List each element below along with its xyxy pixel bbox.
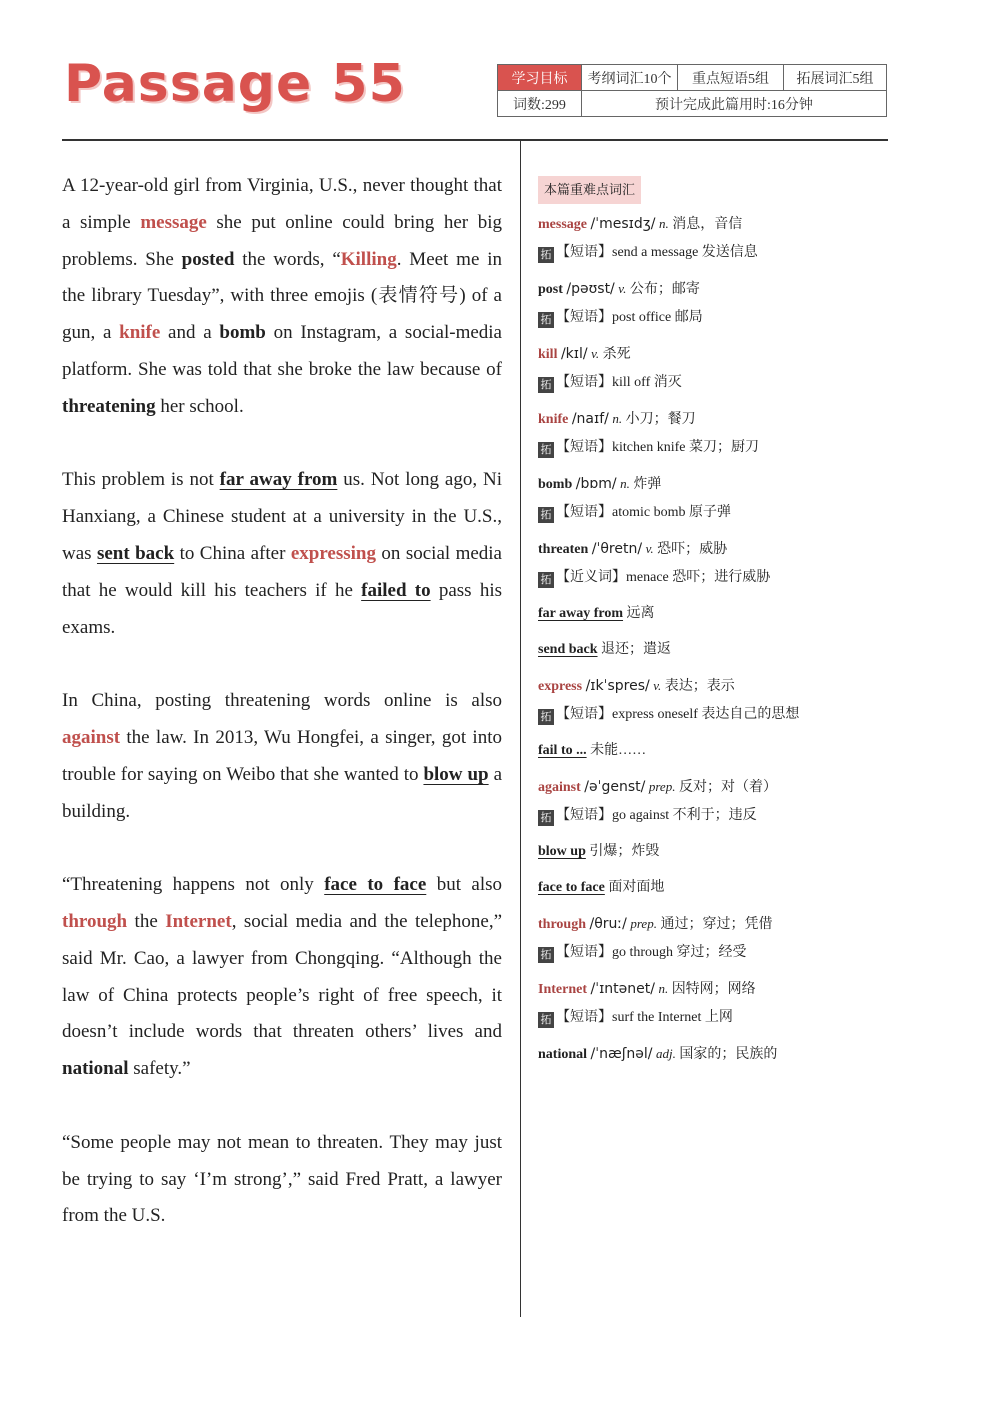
text: on social media that he would kill his teachers if he (62, 542, 502, 601)
passage-body (62, 168, 502, 1235)
vocab-tag: 【短语】 (556, 1010, 612, 1025)
key-phrase: face to face (324, 874, 427, 896)
vocab-entry-through (538, 910, 888, 967)
vocab-pron: /ˈθretn/ (591, 541, 643, 557)
vocab-word: blow up (538, 844, 586, 859)
vocab-tag: 【短语】 (556, 945, 612, 960)
vocab-pron: /əˈgenst/ (584, 779, 646, 795)
vocab-entry-kill (538, 340, 888, 397)
keyword: message (140, 211, 207, 233)
vocab-pron: /naɪf/ (571, 411, 609, 427)
tuo-badge-icon: 拓 (538, 947, 554, 963)
text: . Meet me in the library Tuesday”, with three emojis (表情符号) of a gun, a (62, 248, 502, 344)
vocab-word: post (538, 282, 563, 297)
vocab-def: 通过；穿过；凭借 (660, 917, 773, 932)
vocab-word: send back (538, 642, 598, 657)
vocab-tag: 【短语】 (556, 707, 612, 722)
vocab-word: message (538, 217, 587, 232)
vocab-word: far away from (538, 606, 624, 621)
vocab-entry-knife (538, 405, 888, 462)
vocab-pron: /ˈɪntənet/ (590, 981, 655, 997)
vocab-word: national (538, 1047, 588, 1062)
vocab-pos: n. (612, 411, 623, 426)
keyword: Killing (340, 248, 397, 270)
vocab-tag: 【短语】 (556, 375, 612, 390)
text: her school. (155, 395, 244, 417)
tuo-badge-icon: 拓 (538, 377, 554, 393)
keyword: against (62, 726, 121, 748)
vocab-pron: /bɒm/ (575, 476, 617, 492)
goals-phrase-count: 重点短语5组 (678, 65, 784, 90)
goals-label: 学习目标 (498, 65, 582, 90)
vocab-word: through (538, 917, 586, 932)
keyword: Internet (165, 910, 232, 932)
tuo-badge-icon: 拓 (538, 312, 554, 328)
vocab-tag: 【短语】 (556, 310, 612, 325)
vocab-word: knife (538, 412, 569, 427)
vocab-entry-threaten (538, 535, 888, 592)
vocab-word: express (538, 679, 583, 694)
tuo-badge-icon: 拓 (538, 1012, 554, 1028)
vocab-def: 引爆；炸毁 (589, 844, 660, 859)
vocab-heading: 本篇重难点词汇 (538, 176, 641, 204)
vocab-pos: v. (645, 541, 654, 556)
vocab-pron: /ˈmesɪdʒ/ (590, 216, 656, 232)
vocab-def: 因特网；网络 (671, 982, 756, 997)
vocab-entry-face-to-face (538, 874, 888, 902)
vocab-def: 小刀；餐刀 (625, 412, 696, 427)
vocab-ext: express oneself 表达自己的思想 (612, 707, 800, 722)
vocab-word: kill (538, 347, 558, 362)
vocab-ext: go through 穿过；经受 (612, 945, 747, 960)
text: the law. In 2013, Wu Hongfei, a singer, got into trouble for saying on Weibo that she wanted to (62, 726, 502, 785)
vocab-word: bomb (538, 477, 573, 492)
keyword: posted (181, 248, 235, 270)
vocab-tag: 【短语】 (556, 808, 612, 823)
text: to China after (174, 542, 291, 564)
vocab-def: 恐吓；威胁 (657, 542, 728, 557)
tuo-badge-icon: 拓 (538, 247, 554, 263)
header-divider (62, 139, 888, 141)
learning-goals-table (497, 64, 887, 117)
vocab-tag: 【短语】 (556, 440, 612, 455)
tuo-badge-icon: 拓 (538, 507, 554, 523)
vocab-def: 未能…… (590, 743, 647, 758)
vocab-pos: n. (658, 981, 669, 996)
vocab-ext: post office 邮局 (612, 310, 703, 325)
vocab-pron: /ɪkˈspres/ (585, 678, 650, 694)
keyword: knife (119, 322, 161, 344)
vocab-word: threaten (538, 542, 589, 557)
tuo-badge-icon: 拓 (538, 810, 554, 826)
text: In China, posting threatening words online is also (62, 690, 502, 712)
vocab-entry-against (538, 773, 888, 830)
text: the (127, 910, 166, 932)
vocab-entry-bomb (538, 470, 888, 527)
text: pass his exams. (62, 579, 502, 638)
passage-title: Passage 55 (64, 54, 406, 114)
vocab-entry-internet (538, 975, 888, 1032)
vocab-panel (538, 176, 888, 1077)
keyword: national (62, 1058, 129, 1080)
vocab-pron: /θruː/ (589, 916, 627, 932)
key-phrase: failed to (361, 579, 431, 601)
goals-vocab-count: 考纲词汇10个 (582, 65, 678, 90)
vocab-def: 面对面地 (608, 880, 665, 895)
text: A 12-year-old girl from Virginia, U.S., never thought that a simple (62, 175, 502, 233)
keyword: expressing (290, 542, 376, 564)
vocab-entry-message (538, 210, 888, 267)
vocab-def: 杀死 (602, 347, 631, 362)
vocab-pos: v. (653, 678, 662, 693)
key-phrase: blow up (423, 763, 489, 785)
text: the words, “ (234, 248, 341, 270)
vocab-ext: go against 不利于；违反 (612, 808, 757, 823)
text: a building. (62, 763, 503, 822)
vocab-entry-send-back (538, 636, 888, 664)
text: us. Not long ago, Ni Hanxiang, a Chinese student at a university in the U.S., was (62, 469, 502, 564)
vocab-def: 远离 (626, 606, 655, 621)
vocab-entry-blow-up (538, 838, 888, 866)
tuo-badge-icon: 拓 (538, 442, 554, 458)
vocab-ext: kill off 消灭 (612, 375, 682, 390)
vocab-word: face to face (538, 880, 605, 895)
key-phrase: sent back (96, 542, 175, 564)
goals-time-estimate: 预计完成此篇用时:16分钟 (655, 98, 813, 113)
text: , social media and the telephone,” said Mr. Cao, a lawyer from Chongqing. “Although the law of China protects people’s right of free speech, it doesn’t include words that threaten others’ lives and (62, 910, 502, 1043)
text: safety.” (128, 1058, 191, 1080)
vocab-entry-fail-to (538, 737, 888, 765)
vocab-entry-express (538, 672, 888, 729)
text: she put online could bring her big problems. She (62, 211, 502, 270)
vocab-tag: 【短语】 (556, 245, 612, 260)
vocab-word: fail to ... (538, 743, 587, 758)
vocab-pos: v. (618, 281, 627, 296)
vocab-ext: menace 恐吓；进行威胁 (626, 570, 771, 585)
vocab-pos: prep. (630, 916, 657, 931)
vocab-word: against (538, 780, 581, 795)
keyword: bomb (219, 322, 266, 344)
paragraph-2 (62, 462, 502, 646)
vocab-pos: prep. (648, 779, 676, 794)
key-phrase: far away from (219, 469, 338, 491)
vocab-pos: adj. (656, 1046, 676, 1061)
vocab-def: 国家的；民族的 (679, 1047, 778, 1062)
goals-word-count: 词数:299 (498, 91, 582, 117)
vocab-pron: /ˈnæʃnəl/ (590, 1046, 653, 1062)
vocab-tag: 【短语】 (556, 505, 612, 520)
text: on Instagram, a social-media platform. She was told that she broke the law because of (62, 322, 502, 380)
vocab-ext: atomic bomb 原子弹 (612, 505, 731, 520)
vocab-def: 表达；表示 (664, 679, 735, 694)
vocab-pos: v. (591, 346, 600, 361)
vocab-def: 公布；邮寄 (629, 282, 700, 297)
vocab-ext: surf the Internet 上网 (612, 1010, 733, 1025)
column-divider (520, 141, 521, 1317)
text: “Threatening happens not only (62, 874, 325, 896)
tuo-badge-icon: 拓 (538, 709, 554, 725)
keyword: threatening (62, 395, 156, 417)
paragraph-4 (62, 867, 502, 1088)
text: “Some people may not mean to threaten. They may just be trying to say ‘I’m strong’,” said Fred Pratt, a lawyer from the U.S. (62, 1131, 502, 1227)
goals-extend-count: 拓展词汇5组 (796, 71, 874, 87)
vocab-def: 退还；遣返 (601, 642, 672, 657)
text: and a (160, 322, 220, 344)
vocab-pos: n. (659, 216, 669, 231)
vocab-def: 消息，音信 (672, 217, 743, 232)
vocab-entry-post (538, 275, 888, 332)
vocab-pos: n. (620, 476, 630, 491)
vocab-word: Internet (538, 982, 587, 997)
vocab-pron: /kɪl/ (560, 346, 588, 362)
text: This problem is not (62, 469, 220, 491)
paragraph-5 (62, 1125, 502, 1235)
vocab-pron: /pəʊst/ (566, 281, 615, 297)
vocab-entry-far-away-from (538, 600, 888, 628)
text: but also (426, 874, 503, 896)
keyword: through (62, 910, 128, 932)
vocab-def: 炸弹 (633, 477, 662, 492)
tuo-badge-icon: 拓 (538, 572, 554, 588)
vocab-ext: kitchen knife 菜刀；厨刀 (612, 440, 759, 455)
paragraph-1 (62, 168, 502, 426)
vocab-entry-national (538, 1040, 888, 1069)
paragraph-3 (62, 683, 502, 830)
vocab-def: 反对；对（着） (678, 780, 777, 795)
vocab-ext: send a message 发送信息 (612, 245, 758, 260)
vocab-tag: 【近义词】 (556, 570, 626, 585)
